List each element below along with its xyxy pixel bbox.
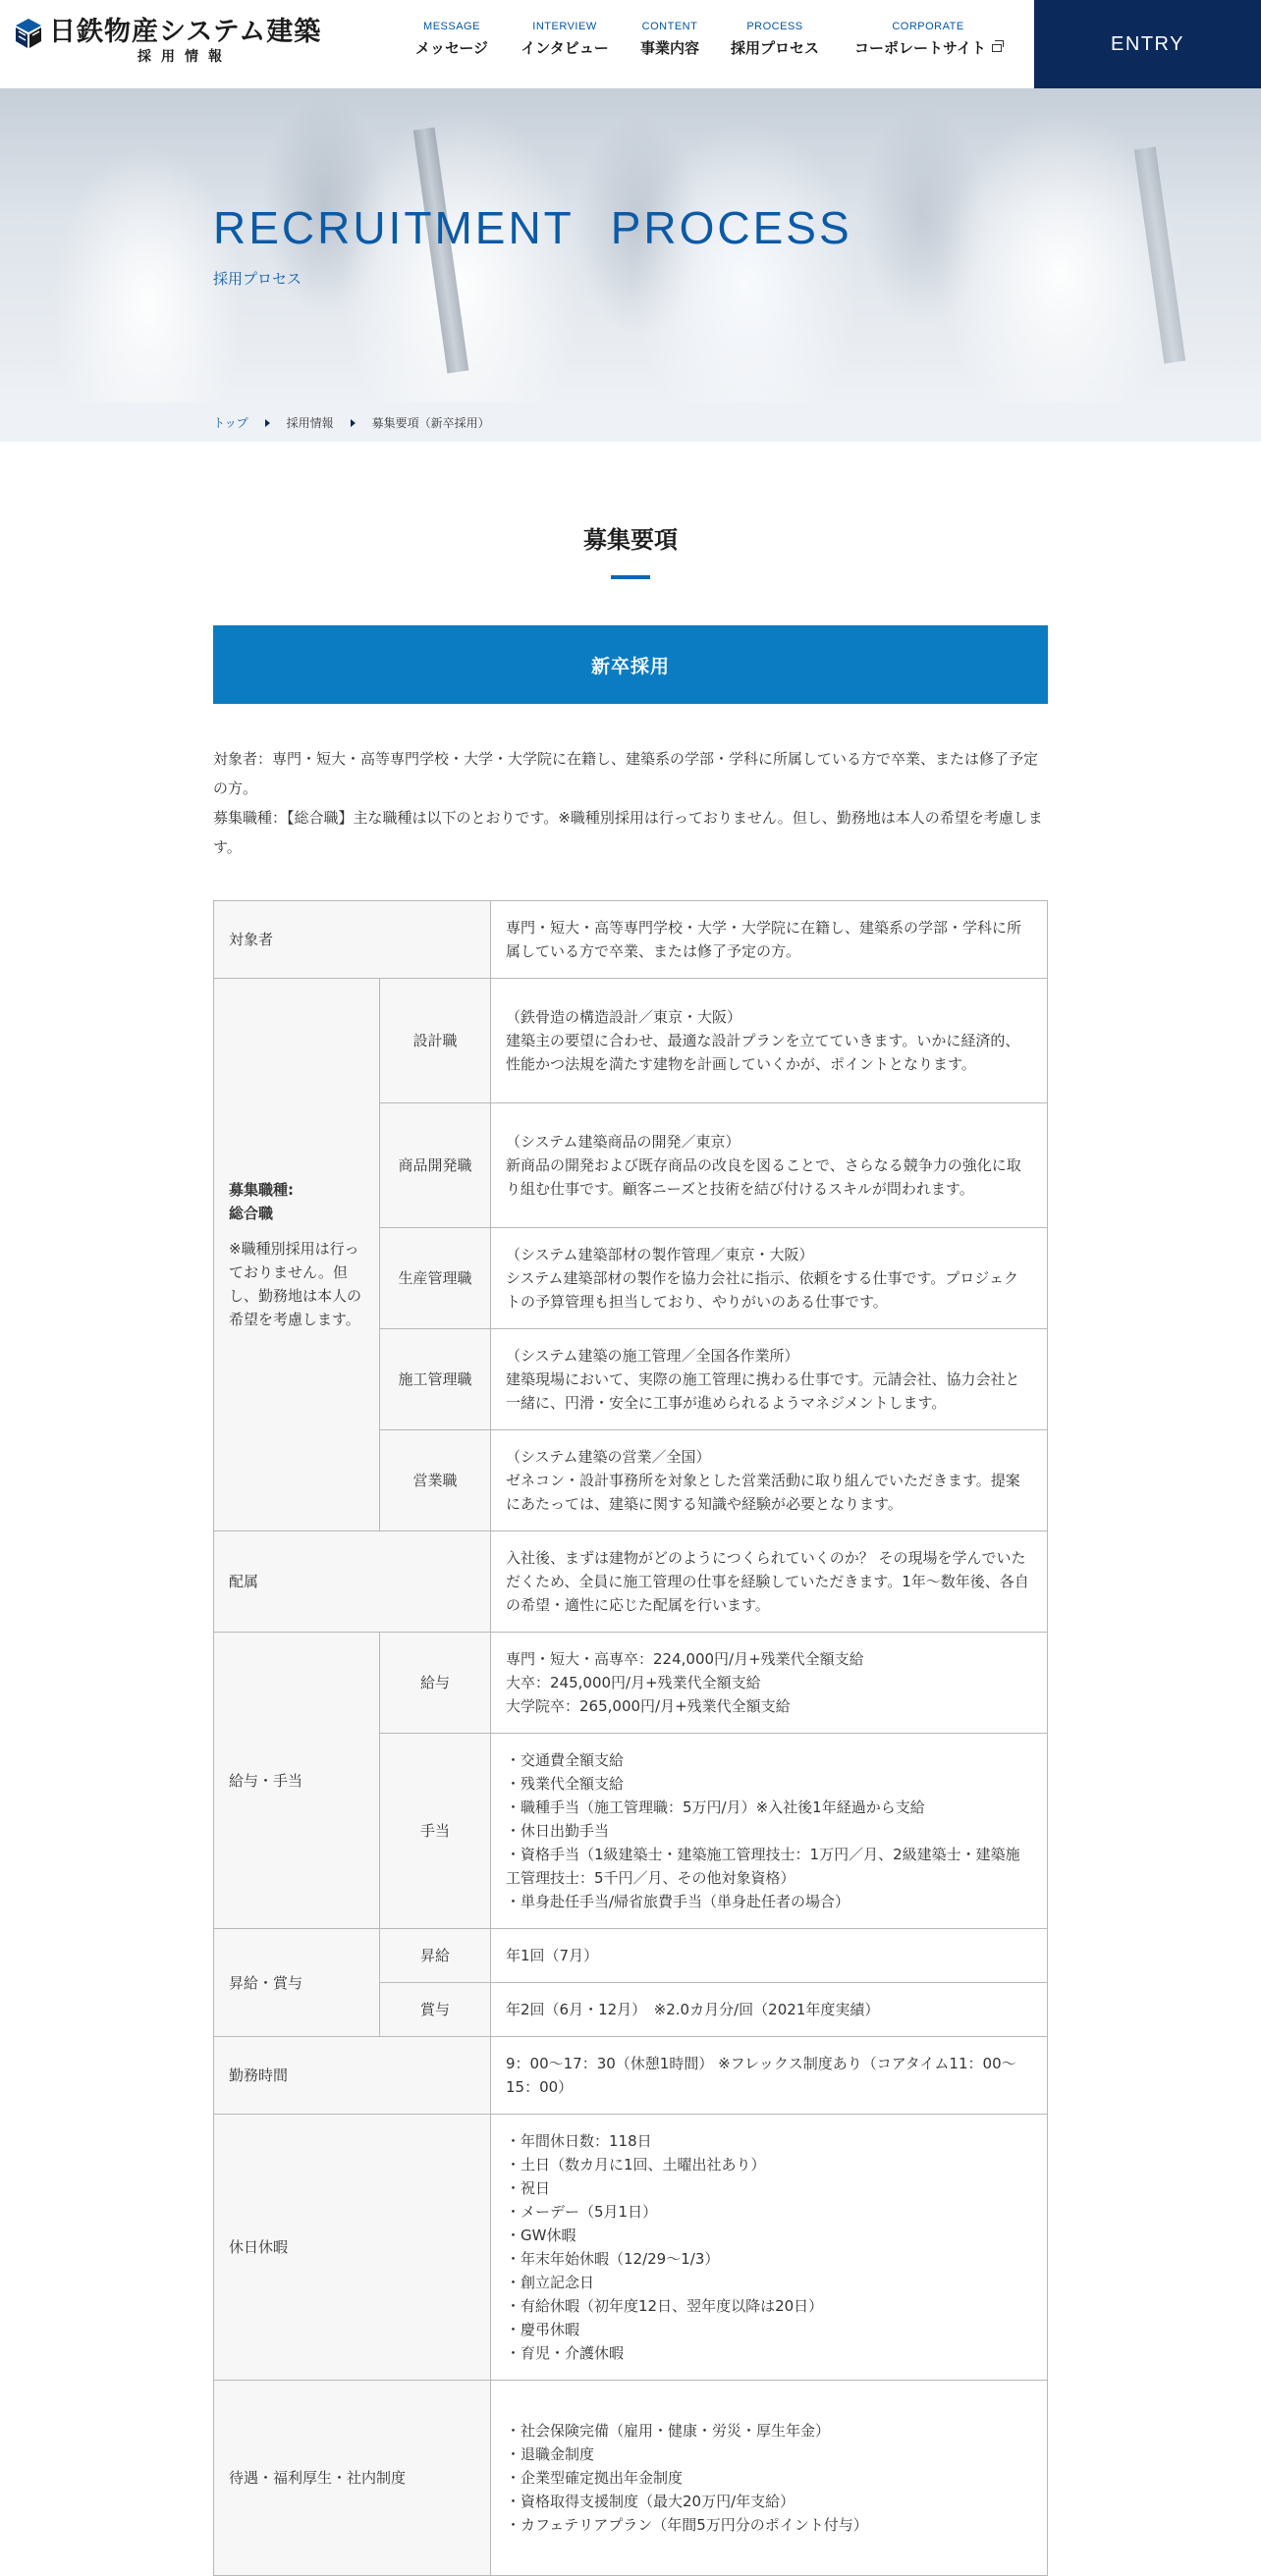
table-row (214, 901, 1048, 979)
job-desc-production: （システム建築部材の製作管理／東京・大阪） システム建築部材の製作を協力会社に指示、依頼をする仕事です。プロジェクトの予算管理も担当しており、やりがいのある仕事です。 (491, 1228, 1048, 1329)
job-name-production: 生産管理職 (380, 1228, 491, 1329)
hero-photo-decoration (1134, 147, 1185, 364)
breadcrumb-item-current: 募集要項（新卒採用） (371, 416, 490, 430)
breadcrumb-separator-icon (351, 419, 356, 427)
table-row (214, 979, 1048, 1103)
tab-new-graduate[interactable]: 新卒採用 (213, 625, 1048, 704)
job-desc-design: （鉄骨造の構造設計／東京・大阪） 建築主の要望に合わせ、最適な設計プランを立てていきます。いかに経済的、性能かつ法規を満たす建物を計画していくかが、ポイントとなります。 (491, 979, 1048, 1103)
row-value-holidays: ・年間休日数：118日 ・土日（数カ月に1回、土曜出社あり） ・祝日 ・メーデー（5月1日） ・GW休暇 ・年末年始休暇（12/29〜1/3） ・創立記念日 ・有給休暇（初年度12日、翌年度以降は20日） ・慶弔休暇 ・育児・介護休暇 (491, 2115, 1048, 2381)
hero-subtitle: 採用プロセス (213, 270, 302, 288)
row-header-assignment: 配属 (214, 1531, 491, 1633)
requirements-table (213, 900, 1048, 2576)
nav-item-message[interactable] (414, 18, 489, 61)
pay-salary-label: 給与 (380, 1633, 491, 1734)
raise-value: 年1回（7月） (491, 1929, 1048, 1983)
logo-main-text: 日鉄物産システム建築 (49, 17, 322, 47)
job-desc-sales: （システム建築の営業／全国） ゼネコン・設計事務所を対象とした営業活動に取り組んでいただきます。提案にあたっては、建築に関する知識や経験が必要となります。 (491, 1430, 1048, 1531)
row-value-target: 専門・短大・高等専門学校・大学・大学院に在籍し、建築系の学部・学科に所属している方で卒業、または修了予定の方。 (491, 901, 1048, 979)
external-link-icon (992, 44, 1002, 52)
breadcrumb (0, 402, 1261, 442)
row-value-hours: 9：00〜17：30（休憩1時間） ※フレックス制度あり（コアタイム11：00〜15：00） (491, 2037, 1048, 2115)
breadcrumb-item-top[interactable]: トップ (213, 416, 248, 430)
page-title: 募集要項 (583, 526, 678, 554)
table-row (214, 2115, 1048, 2381)
raise-label: 昇給 (380, 1929, 491, 1983)
breadcrumb-separator-icon (265, 419, 270, 427)
table-row (214, 1531, 1048, 1633)
entry-button[interactable]: ENTRY (1034, 0, 1261, 88)
row-header-raise: 昇給・賞与 (214, 1929, 380, 2037)
site-logo[interactable] (14, 18, 321, 67)
title-underline (611, 575, 650, 579)
bonus-value: 年2回（6月・12月） ※2.0カ月分/回（2021年度実績） (491, 1983, 1048, 2037)
row-value-benefits: ・社会保険完備（雇用・健康・労災・厚生年金） ・退職金制度 ・企業型確定拠出年金制度 ・資格取得支援制度（最大20万円/年支給） ・カフェテリアプラン（年間5万円分のポイント付与） (491, 2381, 1048, 2576)
table-row (214, 1633, 1048, 1734)
pay-allowance-value: ・交通費全額支給 ・残業代全額支給 ・職種手当（施工管理職：5万円/月）※入社後1年経過から支給 ・休日出勤手当 ・資格手当（1級建築士・建築施工管理技士：1万円／月、2級建築士・建築施工管理技士：5千円／月、その他対象資格） ・単身赴任手当/帰省旅費手当（単身赴任者の場合） (491, 1734, 1048, 1929)
nav-item-jp-label: コーポレートサイト (854, 39, 986, 57)
row-header-jobs (214, 979, 380, 1531)
nav-item-corporate[interactable] (849, 18, 1008, 61)
nav-item-jp: インタビュー (521, 39, 609, 57)
job-name-sales: 営業職 (380, 1430, 491, 1531)
company-logo-icon (14, 18, 43, 49)
site-header (0, 0, 1261, 88)
nav-item-en: INTERVIEW (532, 21, 597, 32)
job-name-product-dev: 商品開発職 (380, 1103, 491, 1228)
nav-item-en: CORPORATE (892, 21, 964, 32)
hero-title: RECRUITMENT PROCESS (213, 202, 852, 253)
job-desc-product-dev: （システム建築商品の開発／東京） 新商品の開発および既存商品の改良を図ることで、さらなる競争力の強化に取り組む仕事です。顧客ニーズと技術を結び付けるスキルが問われます。 (491, 1103, 1048, 1228)
nav-item-jp: 採用プロセス (730, 39, 819, 57)
logo-sub-text: 採用情報 (137, 49, 232, 65)
nav-item-interview[interactable] (519, 18, 611, 61)
job-desc-construction: （システム建築の施工管理／全国各作業所） 建築現場において、実際の施工管理に携わる仕事です。元請会社、協力会社と一緒に、円滑・安全に工事が進められるようマネジメントします。 (491, 1329, 1048, 1430)
row-header-benefits: 待遇・福利厚生・社内制度 (214, 2381, 491, 2576)
row-header-holidays: 休日休暇 (214, 2115, 491, 2381)
intro-target: 対象者：専門・短大・高等専門学校・大学・大学院に在籍し、建築系の学部・学科に所属している方で卒業、または修了予定の方。 (213, 750, 1039, 797)
nav-item-en: CONTENT (641, 21, 698, 32)
nav-item-jp (849, 35, 1008, 61)
jobs-category-note: ※職種別採用は行っておりません。但し、勤務地は本人の希望を考慮します。 (229, 1240, 362, 1328)
table-row (214, 2381, 1048, 2576)
nav-item-content[interactable] (639, 18, 700, 61)
row-value-assignment: 入社後、まずは建物がどのようにつくられていくのか？ その現場を学んでいただくため、全員に施工管理の仕事を経験していただきます。1年〜数年後、各自の希望・適性に応じた配属を行います。 (491, 1531, 1048, 1633)
nav-item-jp: 事業内容 (639, 39, 699, 57)
table-row (214, 1929, 1048, 1983)
pay-salary-value: 専門・短大・高専卒：224,000円/月+残業代全額支給 大卒：245,000円/月+残業代全額支給 大学院卒：265,000円/月+残業代全額支給 (491, 1633, 1048, 1734)
nav-item-process[interactable] (730, 18, 820, 61)
intro-text (213, 744, 1048, 862)
row-header-pay: 給与・手当 (214, 1633, 380, 1929)
nav-item-jp: メッセージ (414, 39, 489, 57)
job-name-construction: 施工管理職 (380, 1329, 491, 1430)
table-row (214, 2037, 1048, 2115)
jobs-category-label: 募集職種: 総合職 (229, 1181, 294, 1222)
pay-allowance-label: 手当 (380, 1734, 491, 1929)
job-name-design: 設計職 (380, 979, 491, 1103)
breadcrumb-item-recruit[interactable]: 採用情報 (286, 416, 334, 430)
row-header-target: 対象者 (214, 901, 491, 979)
hero-banner (0, 88, 1261, 402)
row-header-hours: 勤務時間 (214, 2037, 491, 2115)
intro-jobs: 募集職種：【総合職】主な職種は以下のとおりです。※職種別採用は行っておりません。但し、勤務地は本人の希望を考慮します。 (213, 809, 1043, 856)
nav-item-en: PROCESS (746, 21, 803, 32)
nav-item-en: MESSAGE (423, 21, 480, 32)
bonus-label: 賞与 (380, 1983, 491, 2037)
